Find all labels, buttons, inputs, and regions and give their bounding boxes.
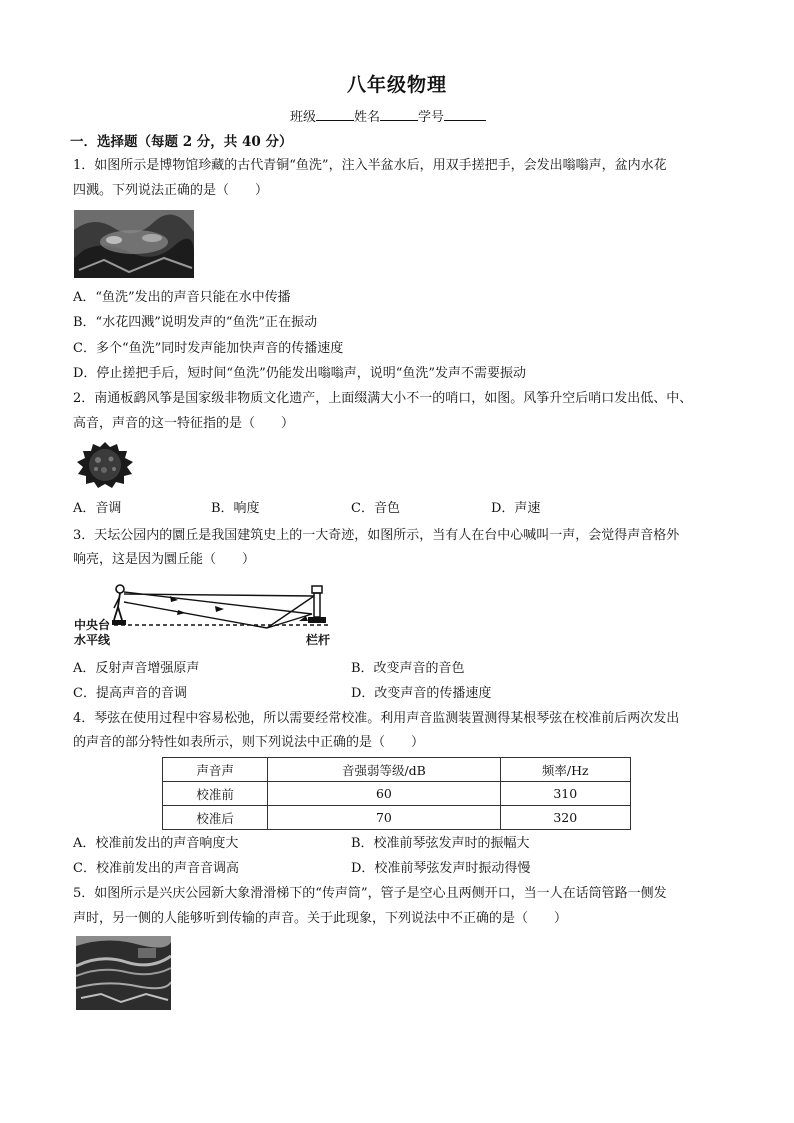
q4-option-c: C．校准前发出的声音音调高	[73, 861, 239, 876]
q3-stem-line1: 3．天坛公园内的圜丘是我国建筑史上的一大奇迹，如图所示，当有人在台中心喊叫一声，会觉得声音格外	[73, 528, 680, 543]
section-heading: 一．选择题（每题 2 分，共 40 分）	[70, 134, 293, 150]
table-cell: 校准前	[163, 782, 268, 806]
table-cell: 310	[500, 782, 630, 806]
q1-stem-line1: 1．如图所示是博物馆珍藏的古代青铜“鱼洗”，注入半盆水后，用双手搓把手，会发出嗡嗡声，盆内水花	[73, 158, 667, 173]
table-row	[163, 806, 631, 830]
table-cell: 70	[268, 806, 500, 830]
table-cell: 320	[500, 806, 630, 830]
q4-option-a: A．校准前发出的声音响度大	[73, 836, 239, 851]
table-row	[163, 782, 631, 806]
q2-option-d: D．声速	[491, 501, 541, 516]
q2-option-c: C．音色	[351, 501, 400, 516]
class-label: 班级	[290, 110, 317, 125]
name-label: 姓名	[354, 110, 381, 125]
q5-stem-line2: 声时，另一侧的人能够听到传输的声音。关于此现象，下列说法中不正确的是（ ）	[73, 911, 568, 926]
q1-stem-line2: 四溅。下列说法正确的是（ ）	[73, 183, 269, 198]
q4-option-b: B．校准前琴弦发声时的振幅大	[351, 836, 530, 851]
q1-option-c: C．多个“鱼洗”同时发声能加快声音的传播速度	[73, 341, 344, 356]
q2-option-a: A．音调	[73, 501, 122, 516]
q3-option-d: D．改变声音的传播速度	[351, 686, 492, 701]
yuxi-bronze-basin-photo	[74, 210, 194, 278]
q4-option-d: D．校准前琴弦发声时振动得慢	[351, 861, 531, 876]
level-line-label: 水平线	[74, 633, 111, 647]
table-header-row	[163, 758, 631, 782]
table-header-cell: 声音声	[163, 758, 268, 782]
string-calibration-table	[162, 757, 631, 830]
kite-whistle-image	[74, 441, 136, 489]
center-platform-label: 中央台	[74, 618, 111, 632]
id-label: 学号	[418, 110, 445, 125]
table-cell: 校准后	[163, 806, 268, 830]
q3-option-a: A．反射声音增强原声	[73, 661, 200, 676]
class-blank	[316, 108, 354, 121]
speaking-tube-photo	[76, 936, 171, 1010]
table-cell: 60	[268, 782, 500, 806]
table-header-cell: 音强弱等级/dB	[268, 758, 500, 782]
id-blank	[444, 108, 486, 121]
q4-stem-line1: 4．琴弦在使用过程中容易松弛，所以需要经常校准。利用声音监测装置测得某根琴弦在校准前后两次发出	[73, 711, 680, 726]
page-title: 八年级物理	[346, 74, 447, 96]
name-blank	[380, 108, 418, 121]
q3-option-c: C．提高声音的音调	[73, 686, 187, 701]
rail-label: 栏杆	[306, 633, 331, 647]
q1-option-d: D．停止搓把手后，短时间“鱼洗”仍能发出嗡嗡声，说明“鱼洗”发声不需要振动	[73, 366, 527, 381]
q5-stem-line1: 5．如图所示是兴庆公园新大象滑滑梯下的“传声筒”，管子是空心且两侧开口，当一人在话筒管路一侧发	[73, 886, 667, 901]
q2-stem-line1: 2．南通板鹞风筝是国家级非物质文化遗产，上面缀满大小不一的哨口，如图。风筝升空后哨口发出低、中、	[73, 391, 693, 406]
table-header-cell: 频率/Hz	[500, 758, 630, 782]
q4-stem-line2: 的声音的部分特性如表所示，则下列说法中正确的是（ ）	[73, 735, 425, 750]
q3-stem-line2: 响亮，这是因为圜丘能（ ）	[73, 552, 256, 567]
circular-mound-diagram	[74, 580, 344, 650]
student-info-line	[290, 106, 486, 125]
q1-option-b: B．“水花四溅”说明发声的“鱼洗”正在振动	[73, 315, 318, 330]
q1-option-a: A．“鱼洗”发出的声音只能在水中传播	[73, 290, 291, 305]
q3-option-b: B．改变声音的音色	[351, 661, 465, 676]
q2-stem-line2: 高音，声音的这一特征指的是（ ）	[73, 416, 295, 431]
q2-option-b: B．响度	[211, 501, 260, 516]
